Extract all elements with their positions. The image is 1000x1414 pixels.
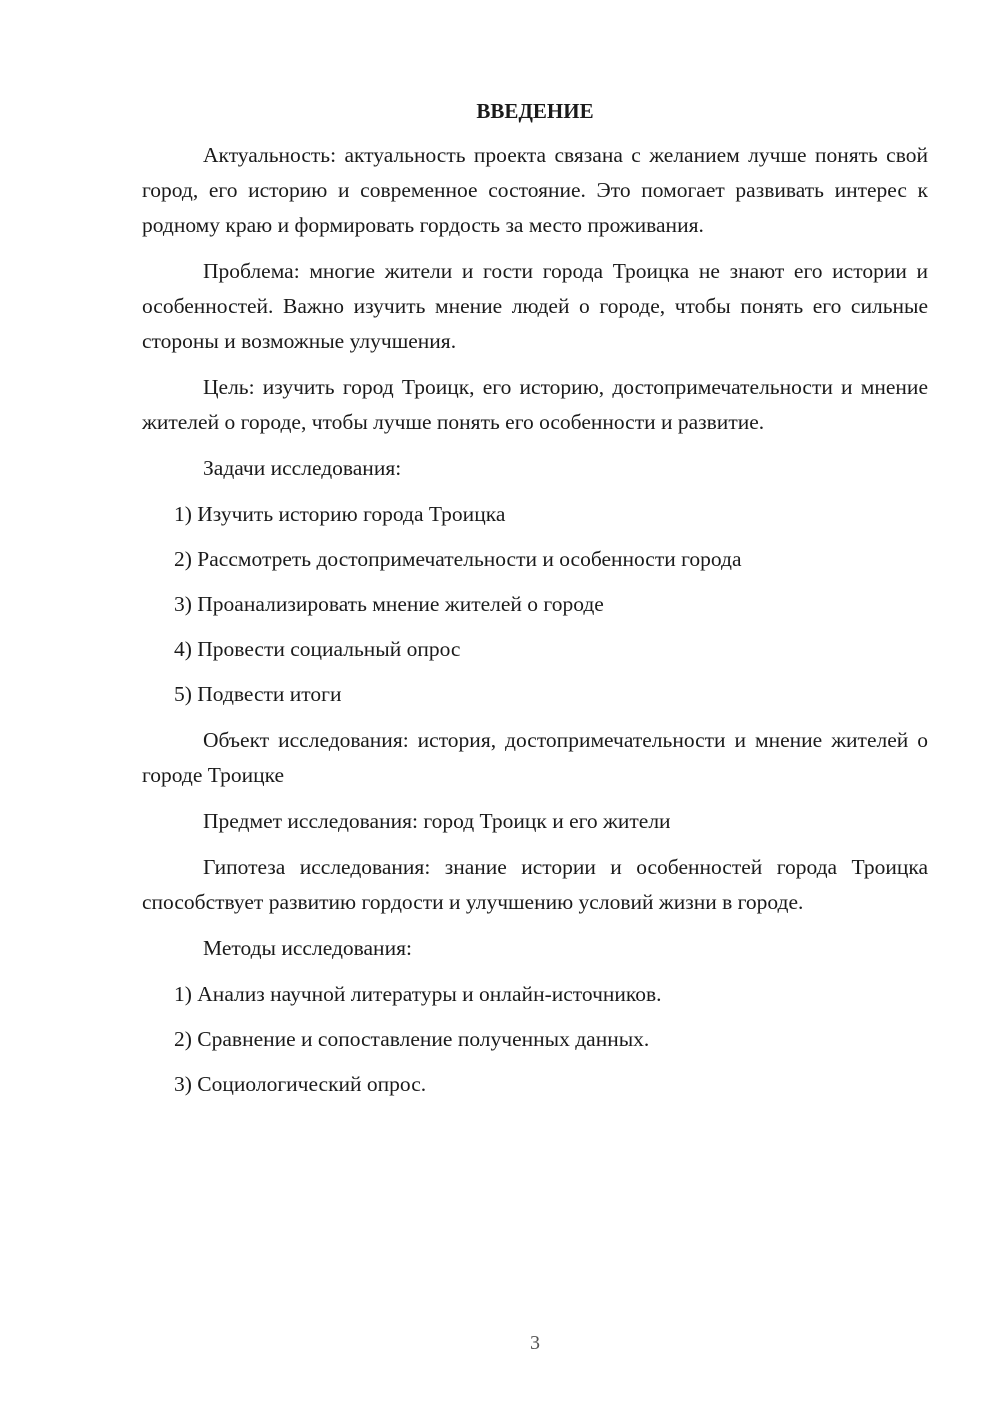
goal-paragraph: Цель: изучить город Троицк, его историю, достопримечательности и мнение жителей о городе, чтобы лучше понять его особенности и развитие. bbox=[142, 375, 928, 434]
subject-paragraph: Предмет исследования: город Троицк и его жители bbox=[203, 809, 671, 833]
tasks-heading: Задачи исследования: bbox=[203, 456, 402, 480]
relevance-paragraph: Актуальность: актуальность проекта связана с желанием лучше понять свой город, его историю и современное состояние. Это помогает развивать интерес к родному краю и формировать гордость за место проживания. bbox=[142, 143, 928, 237]
tasks-list bbox=[142, 497, 928, 712]
page-number: 3 bbox=[530, 1332, 540, 1354]
problem-paragraph: Проблема: многие жители и гости города Троицка не знают его истории и особенностей. Важно изучить мнение людей о городе, чтобы понять его сильные стороны и возможные улучшения. bbox=[142, 259, 928, 353]
list-item: 3) Проанализировать мнение жителей о городе bbox=[174, 592, 604, 616]
hypothesis-paragraph: Гипотеза исследования: знание истории и особенностей города Троицка способствует развитию гордости и улучшению условий жизни в городе. bbox=[142, 855, 928, 914]
list-item: 4) Провести социальный опрос bbox=[174, 637, 461, 661]
list-item: 1) Анализ научной литературы и онлайн-источников. bbox=[174, 982, 662, 1006]
page-title: ВВЕДЕНИЕ bbox=[476, 99, 594, 123]
list-item: 2) Рассмотреть достопримечательности и особенности города bbox=[174, 547, 742, 571]
methods-heading: Методы исследования: bbox=[203, 936, 412, 960]
object-paragraph: Объект исследования: история, достопримечательности и мнение жителей о городе Троицке bbox=[142, 728, 928, 787]
methods-list bbox=[142, 977, 928, 1102]
document-page bbox=[142, 96, 928, 1112]
list-item: 2) Сравнение и сопоставление полученных данных. bbox=[174, 1027, 650, 1051]
list-item: 5) Подвести итоги bbox=[174, 682, 342, 706]
list-item: 1) Изучить историю города Троицка bbox=[174, 502, 506, 526]
list-item: 3) Социологический опрос. bbox=[174, 1072, 427, 1096]
